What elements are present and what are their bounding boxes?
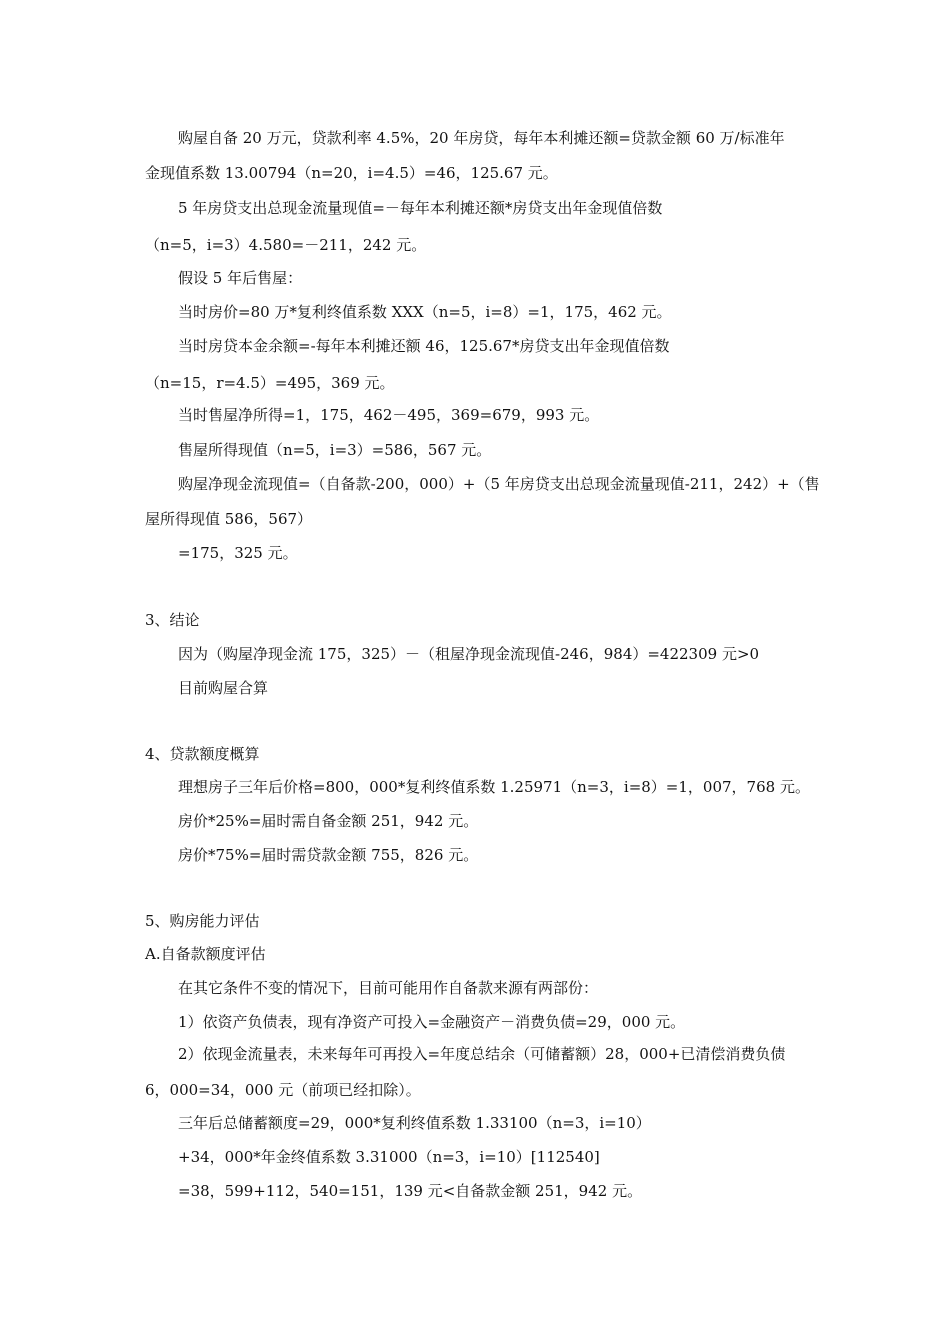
text-line: 假设 5 年后售屋：: [178, 269, 303, 287]
text-line: 当时房贷本金余额=-每年本利摊还额 46，125.67*房贷支出年金现值倍数: [178, 337, 670, 355]
text-line: 购屋净现金流现值=（自备款-200，000）+（5 年房贷支出总现金流量现值-211，242）+（售: [178, 475, 820, 493]
text-line: 因为（购屋净现金流 175，325）－（租屋净现金流现值-246，984）=422309 元>0: [178, 645, 760, 663]
text-line: （n=5，i=3）4.580=－211，242 元。: [145, 236, 427, 254]
text-line: 6，000=34，000 元（前项已经扣除）。: [145, 1081, 421, 1099]
subsection-heading: A.自备款额度评估: [145, 945, 266, 963]
text-line: +34，000*年金终值系数 3.31000（n=3，i=10）[112540]: [178, 1148, 600, 1166]
text-line: =38，599+112，540=151，139 元<自备款金额 251，942 元。: [178, 1182, 643, 1200]
text-line: 房价*75%=届时需贷款金额 755，826 元。: [178, 846, 479, 864]
text-line: 三年后总储蓄额度=29，000*复利终值系数 1.33100（n=3，i=10）: [178, 1114, 651, 1132]
text-line: （n=15，r=4.5）=495，369 元。: [145, 374, 395, 392]
text-line: 理想房子三年后价格=800，000*复利终值系数 1.25971（n=3，i=8）=1，007，768 元。: [178, 778, 810, 796]
text-line: =175，325 元。: [178, 544, 298, 562]
text-line: 5 年房贷支出总现金流量现值=－每年本利摊还额*房贷支出年金现值倍数: [178, 199, 663, 217]
section-heading: 3、结论: [145, 611, 200, 629]
text-line: 在其它条件不变的情况下，目前可能用作自备款来源有两部份：: [178, 979, 599, 997]
section-heading: 5、购房能力评估: [145, 912, 260, 930]
text-line: 当时房价=80 万*复利终值系数 XXX（n=5，i=8）=1，175，462 元。: [178, 303, 672, 321]
text-line: 房价*25%=届时需自备金额 251，942 元。: [178, 812, 479, 830]
text-line: 屋所得现值 586，567）: [145, 510, 313, 528]
text-line: 购屋自备 20 万元，贷款利率 4.5%，20 年房贷，每年本利摊还额=贷款金额 60 万/标准年: [178, 129, 785, 147]
text-line: 售屋所得现值（n=5，i=3）=586，567 元。: [178, 441, 492, 459]
section-heading: 4、贷款额度概算: [145, 745, 260, 763]
text-line: 金现值系数 13.00794（n=20，i=4.5）=46，125.67 元。: [145, 164, 558, 182]
text-line: 目前购屋合算: [178, 679, 269, 697]
text-line: 2）依现金流量表，未来每年可再投入=年度总结余（可储蓄额）28，000+已清偿消费负债: [178, 1045, 786, 1063]
text-line: 当时售屋净所得=1，175，462－495，369=679，993 元。: [178, 406, 600, 424]
text-line: 1）依资产负债表，现有净资产可投入=金融资产－消费负债=29，000 元。: [178, 1013, 686, 1031]
